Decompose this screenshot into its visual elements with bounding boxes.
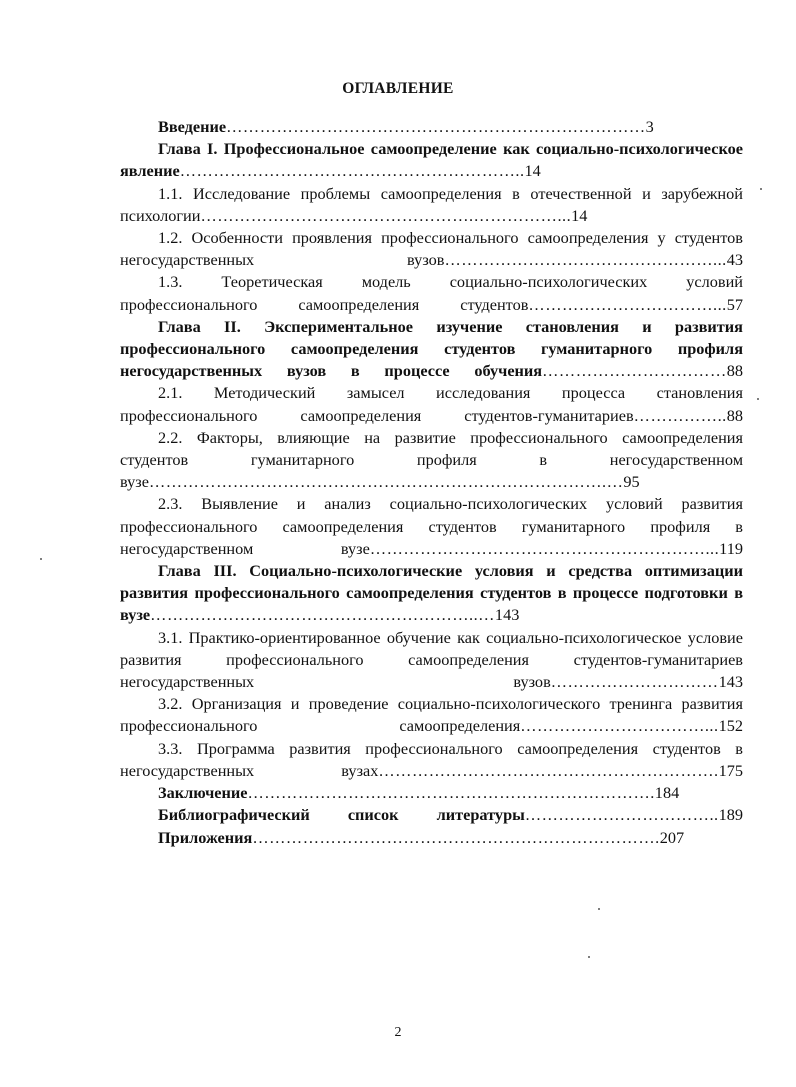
entry-page: 207 xyxy=(659,827,685,847)
entry-page: 14 xyxy=(571,205,588,225)
scan-speck xyxy=(588,956,590,958)
entry-title: 3.3. Программа развития профессионального самоопределения студентов в негосударственных вузах xyxy=(120,738,743,780)
scan-speck xyxy=(757,398,759,400)
entry-page: 88 xyxy=(726,361,743,381)
dot-leader: ………………………………………….……………... xyxy=(200,205,572,225)
toc-entry-chapter-3[interactable] xyxy=(120,560,743,627)
dot-leader: ………………………………………………………………… xyxy=(226,117,646,136)
entry-page: 143 xyxy=(494,605,520,625)
entry-title: Глава I. Профессиональное самоопределение как социально-психологическое явление xyxy=(120,139,743,181)
dot-leader: …………………………………………………..… xyxy=(150,605,495,625)
entry-page: 184 xyxy=(654,783,680,803)
dot-leader: ……………………………... xyxy=(520,716,719,736)
entry-title: Глава III. Социально-психологические условия и средства оптимизации развития профессионального самоопределения студентов в процессе подготовки в вузе xyxy=(120,561,743,625)
entry-title: 1.3. Теоретическая модель социально-психологических условий профессионального самоопределения студентов xyxy=(120,272,743,314)
dot-leader: ……………………………………………………. xyxy=(378,760,719,780)
entry-title: Заключение xyxy=(158,783,248,803)
entry-page: 3 xyxy=(645,117,654,136)
dot-leader: ………………………… xyxy=(550,672,719,692)
toc-entry-section-3-1[interactable] xyxy=(120,627,743,694)
toc-entry-section-1-2[interactable] xyxy=(120,227,743,271)
entry-page: 143 xyxy=(718,672,743,692)
toc-entry-section-2-3[interactable] xyxy=(120,493,743,560)
dot-leader: ………………………………………………………………. xyxy=(247,783,655,803)
scan-speck xyxy=(40,558,42,560)
scan-speck xyxy=(598,908,600,910)
dot-leader: …………………………….. xyxy=(524,805,719,825)
toc-entry-chapter-1[interactable] xyxy=(120,138,743,182)
entry-title: 2.2. Факторы, влияющие на развитие профессионального самоопределения студентов гуманитарного профиля в негосударственном вузе xyxy=(120,427,743,492)
toc-entry-section-2-2[interactable] xyxy=(120,427,743,494)
dot-leader: ……………………………………………………... xyxy=(369,538,720,558)
entry-page: 14 xyxy=(524,161,541,181)
dot-leader: ……………………………………………………………………….… xyxy=(148,472,624,492)
entry-title: Библиографический список литературы xyxy=(158,805,525,825)
toc-entry-introduction[interactable] xyxy=(120,116,743,138)
entry-title: 3.2. Организация и проведение социально-психологического тренинга развития профессионального самоопределения xyxy=(120,694,743,736)
entry-title: 2.1. Методический замысел исследования процесса становления профессионального самоопределения студентов-гуманитариев xyxy=(120,383,743,425)
page-number: 2 xyxy=(394,1025,402,1040)
entry-title: 1.1. Исследование проблемы самоопределения в отечественной и зарубежной психологии xyxy=(120,183,743,225)
entry-title: Введение xyxy=(158,117,227,136)
entry-page: 175 xyxy=(718,760,743,780)
entry-page: 43 xyxy=(726,250,743,270)
toc-entry-section-3-3[interactable] xyxy=(120,738,743,782)
toc-entry-bibliography[interactable] xyxy=(120,804,743,826)
dot-leader: …………………………………………………….. xyxy=(179,161,525,181)
scan-speck xyxy=(760,188,762,190)
entry-title: 3.1. Практико-ориентированное обучение как социально-психологическое условие развития профессионального самоопределения студентов-гуманитариев негосударственных вузов xyxy=(120,627,743,692)
dot-leader: ………………………………………………………………. xyxy=(252,827,660,847)
toc-entry-chapter-2[interactable] xyxy=(120,316,743,383)
dot-leader: …………….. xyxy=(633,405,727,425)
entry-page: 119 xyxy=(719,538,743,558)
toc-entry-section-2-1[interactable] xyxy=(120,382,743,426)
entry-title: Приложения xyxy=(158,827,253,847)
toc-entry-appendices[interactable] xyxy=(120,827,743,849)
entry-title: 2.3. Выявление и анализ социально-психологических условий развития профессионального самоопределения студентов гуманитарного профиля в негосударственном вузе xyxy=(120,494,743,558)
toc-entry-section-1-3[interactable] xyxy=(120,271,743,315)
entry-page: 152 xyxy=(718,716,743,736)
dot-leader: …………………………………………... xyxy=(444,250,727,270)
dot-leader: ……………………………... xyxy=(528,294,727,314)
toc-entry-conclusion[interactable] xyxy=(120,782,743,804)
toc-heading: ОГЛАВЛЕНИЕ xyxy=(342,80,454,97)
entry-page: 57 xyxy=(726,294,743,314)
dot-leader: …………………………… xyxy=(542,361,727,381)
toc-entry-section-3-2[interactable] xyxy=(120,693,743,737)
entry-title: 1.2. Особенности проявления профессионального самоопределения у студентов негосударственных вузов xyxy=(120,228,743,270)
entry-title: Глава II. Экспериментальное изучение становления и развития профессионального самоопределения студентов гуманитарного профиля негосударственных вузов в процессе обучения xyxy=(120,316,743,381)
entry-page: 189 xyxy=(718,805,743,825)
toc-entry-section-1-1[interactable] xyxy=(120,183,743,227)
table-of-contents xyxy=(120,116,743,849)
entry-page: 95 xyxy=(623,472,640,492)
entry-page: 88 xyxy=(726,405,743,425)
